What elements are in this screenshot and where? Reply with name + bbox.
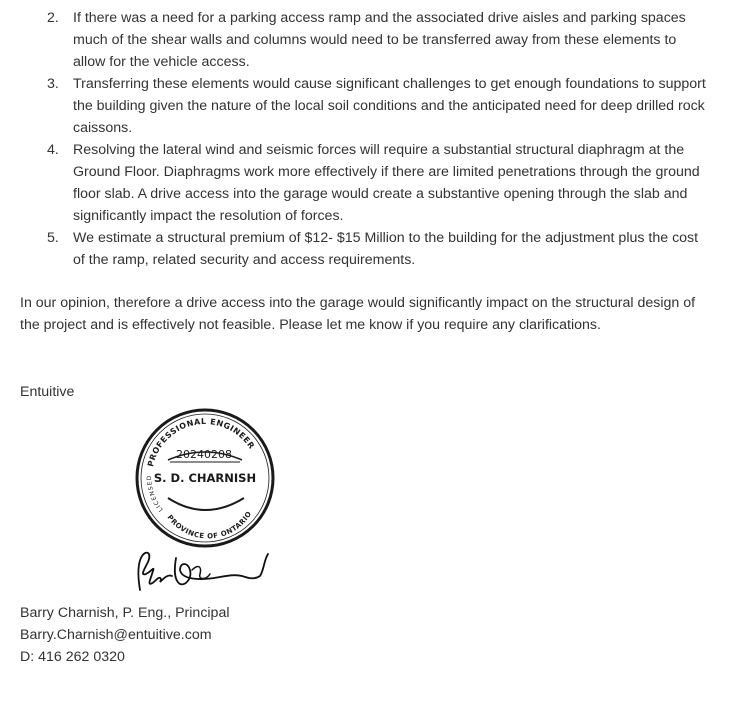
- seal-name: S. D. CHARNISH: [153, 471, 257, 485]
- seal-bottom-arc: PROVINCE OF ONTARIO: [165, 509, 254, 541]
- conclusion-paragraph: In our opinion, therefore a drive access into the garage would significantly impact on the structural design of the project and is effectively not feasible. Please let me know if you require any clarifications.: [20, 295, 696, 333]
- list-number: 2.: [47, 10, 59, 26]
- list-text: Resolving the lateral wind and seismic forces will require a substantial structural diaphragm at the Ground Floor. Diaphragms work more effectively if there are limited penetrations through the ground floor slab. A drive access into the garage would create a substantive opening through the slab and significantly impact the resolution of forces.: [73, 142, 700, 224]
- signatory-phone: D: 416 262 0320: [20, 649, 125, 665]
- list-item: [20, 7, 710, 73]
- list-number: 3.: [47, 76, 59, 92]
- engineer-seal-stamp: [130, 402, 280, 552]
- numbered-list: [20, 7, 710, 271]
- signatory-email: Barry.Charnish@entuitive.com: [20, 627, 212, 643]
- list-number: 5.: [47, 230, 59, 246]
- company-name: Entuitive: [20, 384, 75, 400]
- list-text: Transferring these elements would cause significant challenges to get enough foundations to support the building given the nature of the local soil conditions and the anticipated need for deep drilled rock caissons.: [73, 76, 706, 136]
- contact-block: [20, 602, 230, 668]
- signatory-name: Barry Charnish, P. Eng., Principal: [20, 605, 230, 621]
- list-text: We estimate a structural premium of $12- $15 Million to the building for the adjustment plus the cost of the ramp, related security and access requirements.: [73, 230, 699, 268]
- handwritten-signature: [130, 540, 280, 600]
- seal-left-arc: LICENSED: [145, 474, 165, 513]
- list-item: [20, 227, 710, 271]
- seal-top-arc: PROFESSIONAL ENGINEER: [146, 416, 257, 468]
- list-item: [20, 73, 710, 139]
- list-number: 4.: [47, 142, 59, 158]
- list-item: [20, 139, 710, 227]
- seal-number: 20240208: [176, 448, 232, 461]
- list-text: If there was a need for a parking access ramp and the associated drive aisles and parking spaces much of the shear walls and columns would need to be transferred away from these elements to allow for the vehicle access.: [73, 10, 686, 70]
